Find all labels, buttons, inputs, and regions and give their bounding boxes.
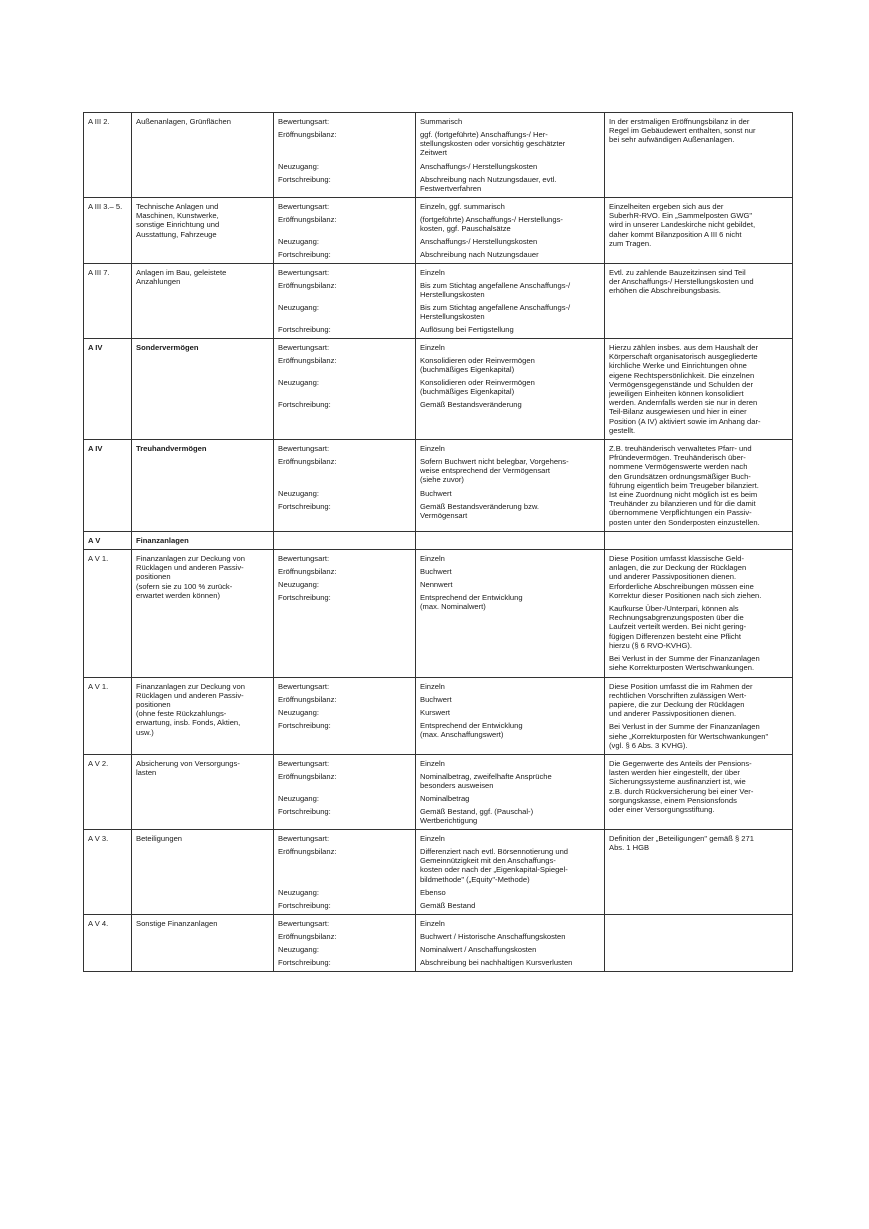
position-title: Absicherung von Versorgungs- lasten [132,754,274,829]
criteria-label: Fortschreibung: [278,806,331,816]
remark-paragraph: Hierzu zählen insbes. aus dem Haushalt der Körperschaft organisatorisch ausgegliederte kirchliche Werke und Einrichtungen ohne eigene Rechtspersönlichkeit. Die einzelnen Vermögensgegenstände und Schulden der jeweiligen Einheiten können konsolidiert werden. Andernfalls werden sie nur in deren Teil-Bilanz ausgewiesen und hier in einer Position (A IV) aktiviert sowie im Anhang dar- gestellt. [609,343,761,435]
criteria-label: Eröffnungsbilanz: [278,130,337,139]
criteria-labels [274,677,416,754]
table-row [84,531,793,549]
criteria-value: Differenziert nach evtl. Börsennotierung und Gemeinnützigkeit mit den Anschaffungs- kosten oder nach der „Eigenkapital-Spiegel- bildmethode" („Equity"-Methode) [420,846,569,884]
criteria-value: Buchwert [420,694,452,704]
criteria-value: Nennwert [420,580,453,590]
criteria-values [416,531,605,549]
criteria-label: Neuzugang: [278,707,319,717]
criteria-label: Eröffnungsbilanz: [278,694,337,704]
criteria-label: Bewertungsart: [278,554,330,564]
position-code: A V 3. [84,829,132,914]
criteria-labels [274,113,416,198]
criteria-values [416,914,605,971]
criteria-value: Einzeln, ggf. summarisch [420,202,505,211]
table-row [84,264,793,339]
position-code: A IV [84,339,132,440]
criteria-label: Eröffnungsbilanz: [278,457,337,467]
criteria-label: Neuzugang: [278,489,319,499]
criteria-label: Neuzugang: [278,303,319,312]
criteria-value: Auflösung bei Fertigstellung [420,325,514,334]
criteria-value: Buchwert / Historische Anschaffungskosten [420,931,566,941]
position-title: Treuhandvermögen [132,440,274,532]
position-code: A V 2. [84,754,132,829]
remarks [605,264,793,339]
criteria-label: Bewertungsart: [278,117,330,126]
criteria-label: Neuzugang: [278,378,319,387]
remarks [605,550,793,677]
criteria-value: Abschreibung nach Nutzungsdauer, evtl. Festwertverfahren [420,175,557,194]
remark-paragraph: Bei Verlust in der Summe der Finanzanlagen siehe Korrekturposten Wertschwankungen. [609,654,760,673]
position-title: Finanzanlagen zur Deckung von Rücklagen und anderen Passiv- positionen (ohne feste Rückzahlungs- erwartung, insb. Fonds, Aktien, usw.) [132,677,274,754]
criteria-label: Fortschreibung: [278,720,331,730]
criteria-label: Bewertungsart: [278,833,330,843]
criteria-values [416,113,605,198]
criteria-values [416,198,605,264]
remark-paragraph: Die Gegenwerte des Anteils der Pensions- lasten werden hier eingestellt, der über Sicherungssysteme ausfinanziert ist, wie z.B. durch Rückversicherung bei einer Ver- sorgungskasse, einem Pensionsfonds oder einer Versorgungsstiftung. [609,758,754,814]
remarks [605,198,793,264]
criteria-value: Nominalwert / Anschaffungskosten [420,944,537,954]
criteria-value: Buchwert [420,567,452,577]
criteria-label: Fortschreibung: [278,325,331,334]
criteria-label: Bewertungsart: [278,681,330,691]
criteria-values [416,829,605,914]
remark-paragraph: Bei Verlust in der Summe der Finanzanlagen siehe „Korrekturposten für Wertschwankungen" (vgl. § 6 Abs. 3 KVHG). [609,722,769,750]
table-row [84,829,793,914]
criteria-label: Fortschreibung: [278,400,331,409]
criteria-value: Einzeln [420,554,445,564]
criteria-value: ggf. (fortgeführte) Anschaffungs-/ Her- stellungskosten oder vorsichtig geschätzter Zeitwert [420,130,566,158]
criteria-label: Fortschreibung: [278,957,331,967]
position-code: A V [84,531,132,549]
criteria-values [416,754,605,829]
criteria-label: Neuzugang: [278,944,319,954]
criteria-labels [274,440,416,532]
criteria-label: Eröffnungsbilanz: [278,356,337,365]
remark-paragraph: Einzelheiten ergeben sich aus der SuberhR-RVO. Ein „Sammelposten GWG" wird in unserer Landeskirche nicht gebildet, daher kommt Bilanzposition A III 6 nicht zum Tragen. [609,202,756,248]
criteria-values [416,550,605,677]
criteria-value: Einzeln [420,758,445,768]
criteria-labels [274,550,416,677]
criteria-value: Bis zum Stichtag angefallene Anschaffungs-/ Herstellungskosten [420,281,571,300]
criteria-value: Entsprechend der Entwicklung (max. Anschaffungswert) [420,720,523,739]
table-row [84,198,793,264]
criteria-values [416,339,605,440]
remark-paragraph: Diese Position umfasst klassische Geld- anlagen, die zur Deckung der Rücklagen und anderer Passivpositionen dienen. Erforderliche Abschreibungen müssen eine Korrektur dieser Positionen nach sich ziehen. [609,554,762,600]
criteria-value: Einzeln [420,833,445,843]
criteria-value: (fortgeführte) Anschaffungs-/ Herstellungs- kosten, ggf. Pauschalsätze [420,215,563,234]
remark-paragraph: Evtl. zu zahlende Bauzeitzinsen sind Teil der Anschaffungs-/ Herstellungskosten und erhöhen die Abschreibungsbasis. [609,268,754,296]
remarks [605,754,793,829]
criteria-label: Fortschreibung: [278,175,331,184]
criteria-label: Neuzugang: [278,793,319,803]
position-title: Sondervermögen [132,339,274,440]
position-code: A V 1. [84,677,132,754]
criteria-label: Eröffnungsbilanz: [278,215,337,224]
remarks [605,677,793,754]
position-title: Außenanlagen, Grünflächen [132,113,274,198]
criteria-labels [274,198,416,264]
table-row [84,113,793,198]
criteria-label: Fortschreibung: [278,900,331,910]
table-row [84,339,793,440]
criteria-label: Eröffnungsbilanz: [278,771,337,781]
criteria-value: Buchwert [420,489,452,499]
table-row [84,754,793,829]
criteria-label: Neuzugang: [278,580,319,590]
position-code: A III 3.– 5. [84,198,132,264]
criteria-value: Gemäß Bestand, ggf. (Pauschal-) Wertberichtigung [420,806,534,826]
remarks [605,440,793,532]
position-title: Beteiligungen [132,829,274,914]
remarks [605,531,793,549]
criteria-label: Eröffnungsbilanz: [278,846,337,856]
criteria-value: Konsolidieren oder Reinvermögen (buchmäßiges Eigenkapital) [420,378,535,397]
criteria-labels [274,754,416,829]
position-title: Sonstige Finanzanlagen [132,914,274,971]
criteria-value: Einzeln [420,343,445,352]
criteria-labels [274,531,416,549]
criteria-value: Einzeln [420,444,445,454]
position-title: Finanzanlagen [132,531,274,549]
remarks [605,339,793,440]
remark-paragraph: Z.B. treuhänderisch verwaltetes Pfarr- und Pfründevermögen. Treuhänderisch über- nommene Vermögenswerte werden nach den Grundsätzen ordnungsmäßiger Buch- führung eigentlich beim Treugeber bilanziert. Ist eine Zuordnung nicht möglich ist es beim Treuhänder zu bilanzieren und für die damit übernommene Verpflichtungen ein Passiv- posten unter den Sonderposten einzustellen. [609,444,760,527]
criteria-value: Abschreibung bei nachhaltigen Kursverlusten [420,957,573,967]
criteria-label: Neuzugang: [278,887,319,897]
position-code: A III 7. [84,264,132,339]
criteria-value: Anschaffungs-/ Herstellungskosten [420,237,538,246]
remark-paragraph: Kaufkurse Über-/Unterpari, können als Rechnungsabgrenzungsposten über die Laufzeit verteilt werden. Bei nicht gering- fügigen Differenzen besteht eine Pflicht hierzu (§ 6 RVO-KVHG). [609,604,747,650]
criteria-value: Anschaffungs-/ Herstellungskosten [420,162,538,171]
position-title: Finanzanlagen zur Deckung von Rücklagen und anderen Passiv- positionen (sofern sie zu 100 % zurück- erwartet werden können) [132,550,274,677]
criteria-value: Nominalbetrag [420,793,470,803]
remarks [605,914,793,971]
valuation-table-body [84,113,793,972]
criteria-values [416,264,605,339]
criteria-value: Summarisch [420,117,463,126]
position-code: A V 4. [84,914,132,971]
valuation-table [83,112,793,972]
remark-paragraph: Diese Position umfasst die im Rahmen der rechtlichen Vorschriften zulässigen Wert- papiere, die zur Deckung der Rücklagen und anderer Passivpositionen dienen. [609,681,753,719]
remarks [605,113,793,198]
criteria-label: Bewertungsart: [278,444,330,454]
criteria-label: Neuzugang: [278,237,319,246]
criteria-value: Konsolidieren oder Reinvermögen (buchmäßiges Eigenkapital) [420,356,535,375]
remark-paragraph: In der erstmaligen Eröffnungsbilanz in der Regel im Gebäudewert enthalten, sonst nur bei sehr aufwändigen Außenanlagen. [609,117,756,145]
criteria-value: Gemäß Bestandsveränderung bzw. Vermögensart [420,502,540,521]
criteria-value: Kurswert [420,707,450,717]
criteria-value: Sofern Buchwert nicht belegbar, Vorgehens- weise entsprechend der Vermögensart (siehe zuvor) [420,457,569,485]
remarks [605,829,793,914]
position-code: A III 2. [84,113,132,198]
criteria-labels [274,829,416,914]
criteria-value: Entsprechend der Entwicklung (max. Nominalwert) [420,593,523,612]
table-row [84,914,793,971]
criteria-label: Eröffnungsbilanz: [278,931,337,941]
criteria-labels [274,264,416,339]
criteria-label: Neuzugang: [278,162,319,171]
criteria-value: Ebenso [420,887,446,897]
criteria-value: Gemäß Bestandsveränderung [420,400,522,409]
criteria-label: Bewertungsart: [278,758,330,768]
position-code: A V 1. [84,550,132,677]
criteria-label: Bewertungsart: [278,268,330,277]
criteria-label: Bewertungsart: [278,918,330,928]
criteria-label: Fortschreibung: [278,250,331,259]
remark-paragraph: Definition der „Beteiligungen" gemäß § 271 Abs. 1 HGB [609,833,754,853]
criteria-value: Einzeln [420,268,445,277]
criteria-label: Eröffnungsbilanz: [278,281,337,290]
criteria-label: Bewertungsart: [278,343,330,352]
criteria-value: Bis zum Stichtag angefallene Anschaffungs-/ Herstellungskosten [420,303,571,322]
criteria-labels [274,914,416,971]
criteria-value: Einzeln [420,681,445,691]
table-row [84,550,793,677]
criteria-label: Eröffnungsbilanz: [278,567,337,577]
criteria-value: Nominalbetrag, zweifelhafte Ansprüche besonders ausweisen [420,771,552,791]
criteria-label: Bewertungsart: [278,202,330,211]
criteria-values [416,440,605,532]
criteria-labels [274,339,416,440]
criteria-value: Einzeln [420,918,445,928]
table-row [84,677,793,754]
position-code: A IV [84,440,132,532]
criteria-value: Gemäß Bestand [420,900,476,910]
criteria-values [416,677,605,754]
criteria-value: Abschreibung nach Nutzungsdauer [420,250,539,259]
table-row [84,440,793,532]
position-title: Technische Anlagen und Maschinen, Kunstwerke, sonstige Einrichtung und Ausstattung, Fahrzeuge [132,198,274,264]
position-title: Anlagen im Bau, geleistete Anzahlungen [132,264,274,339]
criteria-label: Fortschreibung: [278,502,331,512]
criteria-label: Fortschreibung: [278,593,331,603]
